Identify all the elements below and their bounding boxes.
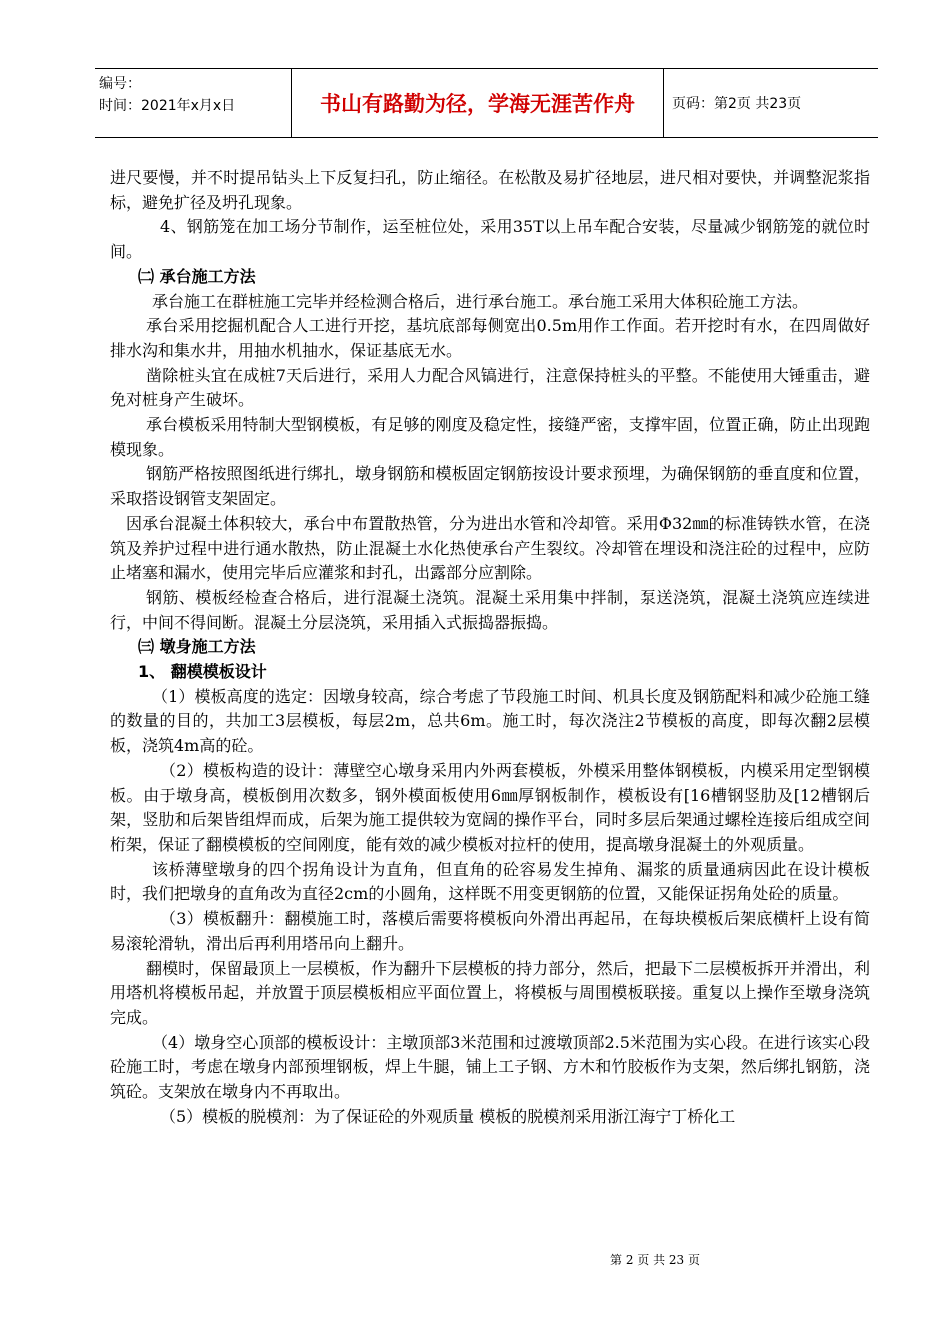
body-paragraph: 承台模板采用特制大型钢模板，有足够的刚度及稳定性，接缝严密，支撑牢固，位置正确，防止出现跑模现象。 (110, 415, 870, 459)
body-paragraph: 承台采用挖掘机配合人工进行开挖，基坑底部每侧宽出0.5m用作工作面。若开挖时有水，在四周做好排水沟和集水井，用抽水机抽水，保证基底无水。 (110, 316, 870, 360)
section-heading: ㈡ 承台施工方法 (138, 266, 256, 286)
header-page-number: 页码：第2页 共23页 (672, 96, 802, 112)
document-number-label: 编号： (99, 76, 141, 92)
section-heading: 1、 翻模模板设计 (138, 662, 267, 682)
page-header (95, 68, 878, 138)
body-paragraph: 钢筋、模板经检查合格后，进行混凝土浇筑。混凝土采用集中拌制，泵送浇筑，混凝土浇筑应连续进行，中间不得间断。混凝土分层浇筑，采用插入式振捣器振捣。 (110, 587, 870, 632)
document-time-label: 时间：2021年x月x日 (99, 98, 236, 114)
header-meta (95, 69, 292, 137)
body-paragraph: （4）墩身空心顶部的模板设计：主墩顶部3米范围和过渡墩顶部2.5米范围为实心段。在进行该实心段砼施工时，考虑在墩身内部预埋钢板，焊上牛腿，铺上工子钢、方木和竹胶板作为支架，然后绑扎钢筋，浇筑砼。支架放在墩身内不再取出。 (110, 1032, 870, 1102)
body-paragraph: （3）模板翻升：翻模施工时，落模后需要将模板向外滑出再起吊，在每块模板后架底横杆上设有简易滚轮滑轨，滑出后再利用塔吊向上翻升。 (110, 909, 870, 953)
section-heading: ㈢ 墩身施工方法 (138, 637, 256, 657)
body-paragraph: 凿除桩头宜在成桩7天后进行，采用人力配合风镐进行，注意保持桩头的平整。不能使用大锤重击，避免对桩身产生破坏。 (110, 365, 870, 410)
body-paragraph: （5）模板的脱模剂：为了保证砼的外观质量 模板的脱模剂采用浙江海宁丁桥化工 (160, 1106, 736, 1126)
body-paragraph: 进尺要慢，并不时提吊钻头上下反复扫孔，防止缩径。在松散及易扩径地层，进尺相对要快，并调整泥浆指标，避免扩径及坍孔现象。 (110, 168, 870, 212)
body-paragraph: 4、钢筋笼在加工场分节制作，运至桩位处，采用35T以上吊车配合安装，尽量减少钢筋笼的就位时间。 (110, 217, 870, 262)
document-body (110, 166, 870, 1129)
body-paragraph: 翻模时，保留最顶上一层模板，作为翻升下层模板的持力部分，然后，把最下二层模板拆开并滑出，利用塔机将模板吊起，并放置于顶层模板相应平面位置上，将模板与周围模板联接。重复以上操作至墩身浇筑完成。 (110, 958, 870, 1027)
body-paragraph: 该桥薄壁墩身的四个拐角设计为直角，但直角的砼容易发生掉角、漏浆的质量通病因此在设计模板时，我们把墩身的直角改为直径2cm的小圆角，这样既不用变更钢筋的位置，又能保证拐角处砼的质量。 (110, 859, 870, 904)
header-motto: 书山有路勤为径，学海无涯苦作舟 (292, 69, 664, 137)
body-paragraph: （2）模板构造的设计：薄壁空心墩身采用内外两套模板，外模采用整体钢模板，内模采用定型钢模板。由于墩身高，模板倒用次数多，钢外模面板使用6㎜厚钢板制作，模板设有[16槽钢竖肋及[12槽钢后架，竖肋和后架皆组焊而成，后架为施工提供较为宽阔的操作平台，同时多层后架通过螺栓连接后组成空间桁架，保证了翻模模板的空间刚度，能有效的减少模板对拉杆的使用，提高墩身混凝土的外观质量。 (110, 760, 870, 854)
page-footer: 第 2 页 共 23 页 (610, 1253, 700, 1267)
body-paragraph: 承台施工在群桩施工完毕并经检测合格后，进行承台施工。承台施工采用大体积砼施工方法。 (152, 291, 809, 311)
body-paragraph: （1）模板高度的选定：因墩身较高，综合考虑了节段施工时间、机具长度及钢筋配料和减少砼施工缝的数量的目的，共加工3层模板，每层2m，总共6m。施工时，每次浇注2节模板的高度，即每次翻2层模板，浇筑4m高的砼。 (110, 686, 870, 756)
body-paragraph: 因承台混凝土体积较大，承台中布置散热管，分为进出水管和冷却管。采用Φ32㎜的标准铸铁水管，在浇筑及养护过程中进行通水散热，防止混凝土水化热使承台产生裂纹。冷却管在埋设和浇注砼的过程中，应防止堵塞和漏水，使用完毕后应灌浆和封孔，出露部分应割除。 (110, 513, 870, 583)
body-paragraph: 钢筋严格按照图纸进行绑扎，墩身钢筋和模板固定钢筋按设计要求预埋，为确保钢筋的垂直度和位置，采取搭设钢管支架固定。 (110, 464, 870, 509)
